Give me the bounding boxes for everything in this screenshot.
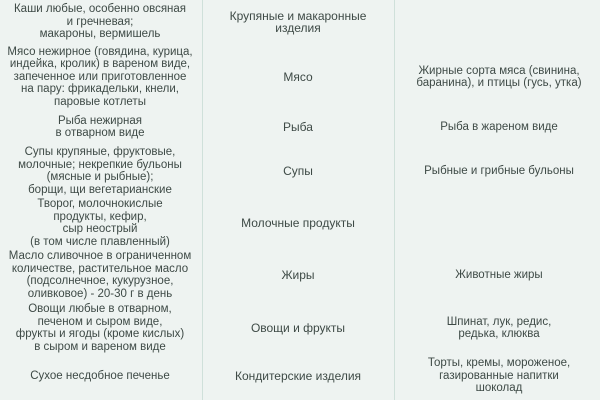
category-cell: Супы (283, 163, 313, 178)
allowed-cell: Каши любые, особенно овсяная и гречневая; макароны, вермишель (13, 3, 187, 41)
category-cell: Кондитерские изделия (234, 368, 362, 383)
allowed-cell: Супы крупяные, фруктовые, молочные; некрепкие бульоны (мясные и рыбные); борщи, щи вегетарианские (18, 146, 182, 196)
category-cell: Мясо (283, 69, 313, 84)
allowed-cell: Масло сливочное в ограниченном количестве, растительное масло (подсолнечное, кукурузное, оливковое) - 20-30 г в день (8, 250, 192, 300)
allowed-cell: Овощи любые в отварном, печеном и сыром виде, фрукты и ягоды (кроме кислых) в сыром и вареном виде (15, 303, 185, 353)
forbidden-cell: Рыбные и грибные бульоны (424, 164, 574, 177)
allowed-cell: Сухое несдобное печенье (30, 369, 170, 382)
forbidden-cell: Жирные сорта мяса (свинина, баранина), и птицы (гусь, утка) (416, 64, 582, 89)
column-divider (394, 0, 395, 400)
allowed-cell: Творог, молочнокислые продукты, кефир, сыр неострый (в том числе плавленный) (30, 198, 170, 248)
category-cell: Молочные продукты (241, 215, 355, 230)
forbidden-cell (398, 198, 600, 248)
forbidden-cell: Шпинат, лук, редис, редька, клюква (446, 315, 552, 340)
category-cell: Овощи и фрукты (250, 320, 346, 335)
forbidden-cell (398, 0, 600, 44)
category-cell: Рыба (283, 119, 313, 134)
column-divider (202, 0, 203, 400)
forbidden-cell: Торты, кремы, мороженое, газированные напитки шоколад (427, 357, 571, 395)
category-cell: Крупяные и макаронные изделия (229, 8, 367, 35)
allowed-cell: Мясо нежирное (говядина, курица, индейка, кролик) в вареном виде, запеченное или приготовленное на пару: фрикадельки, кнели, паровые котлеты (7, 45, 193, 108)
forbidden-cell: Животные жиры (455, 268, 543, 281)
category-cell: Жиры (281, 267, 315, 282)
forbidden-cell: Рыба в жареном виде (440, 120, 558, 133)
allowed-cell: Рыба нежирная в отварном виде (55, 114, 145, 139)
